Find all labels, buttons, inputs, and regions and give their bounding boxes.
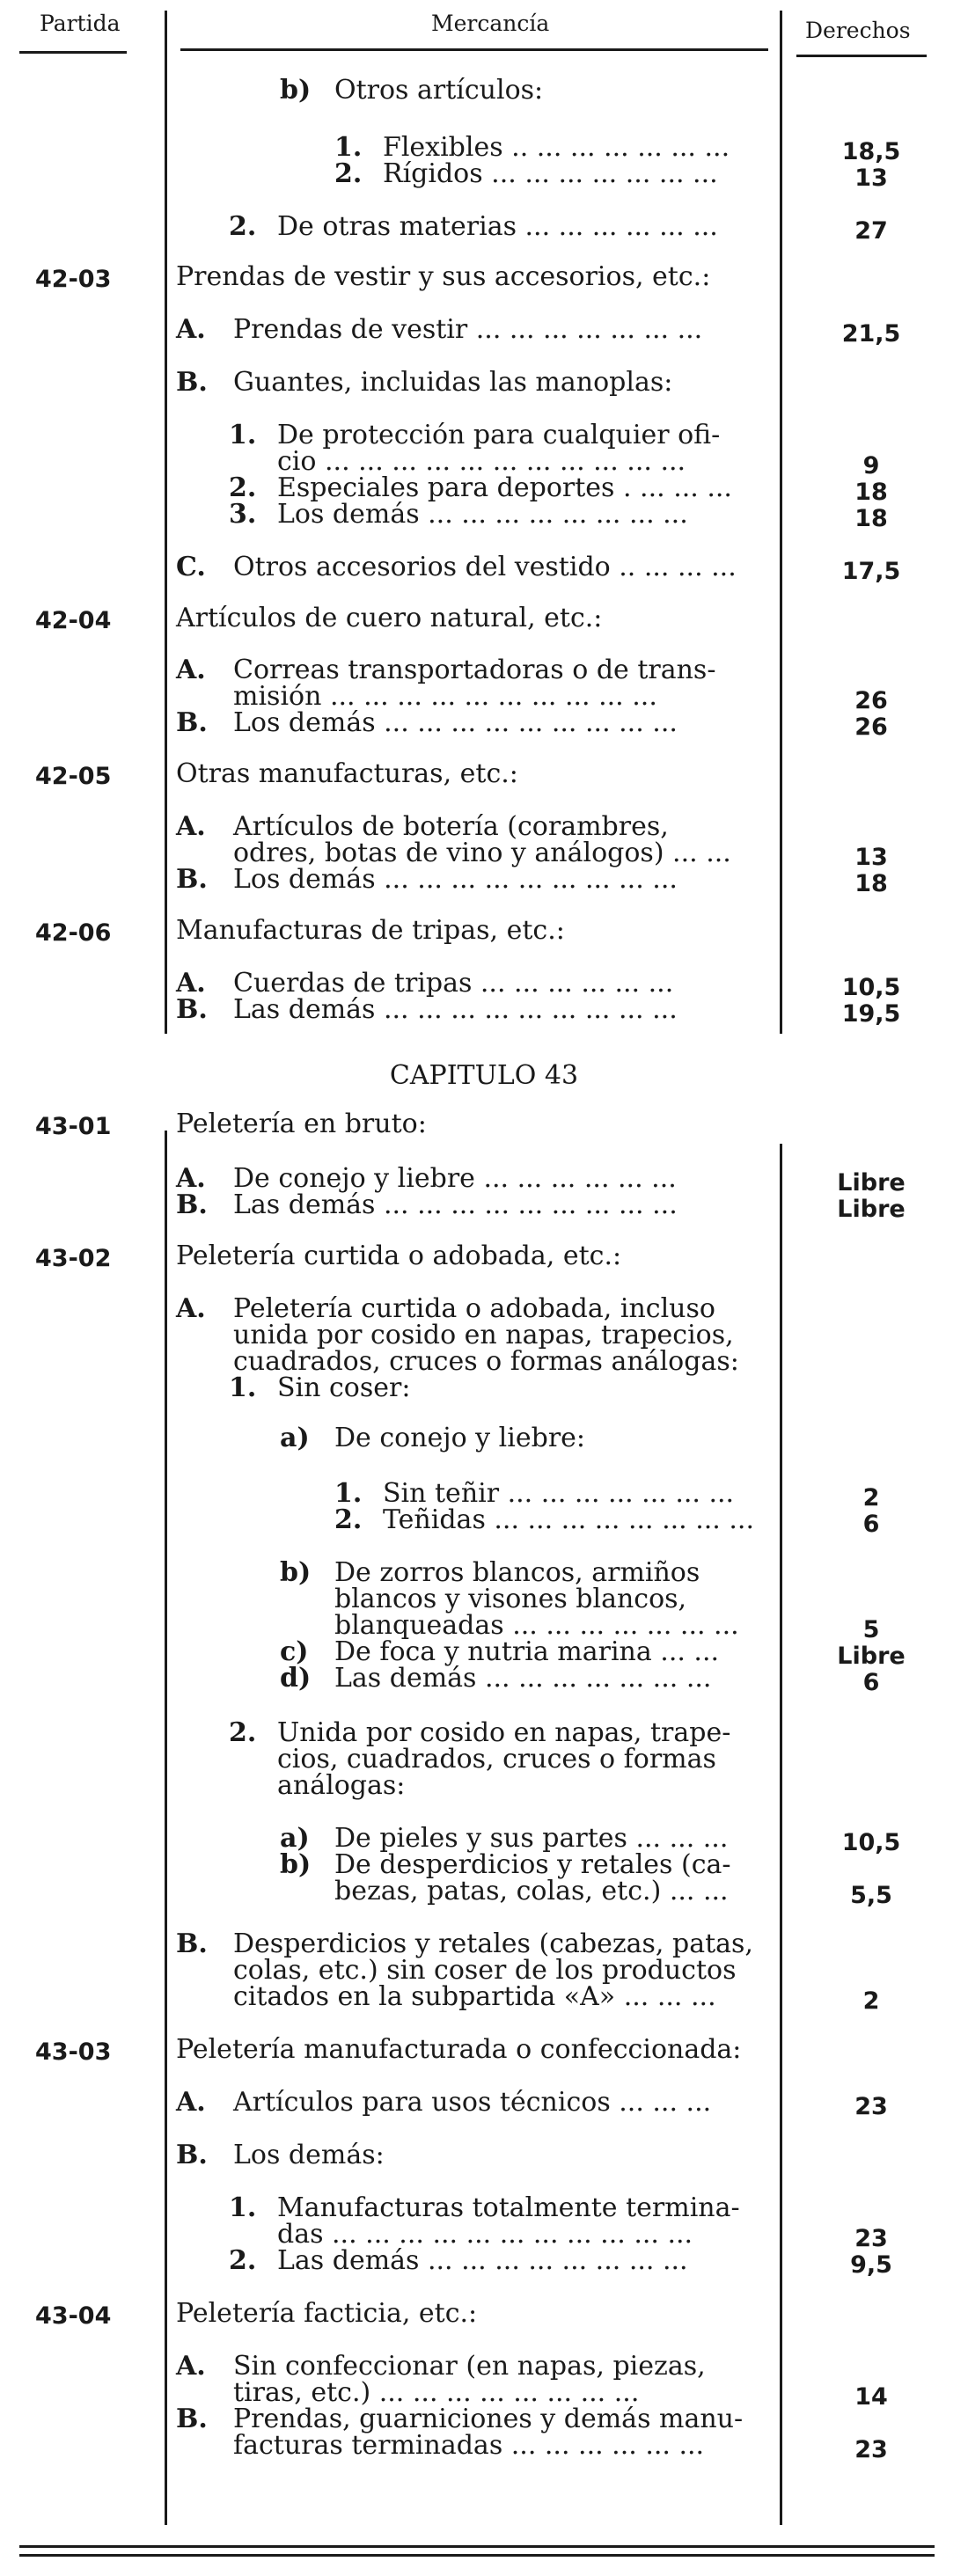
item-description: odres, botas de vino y análogos) ... ...: [233, 838, 731, 868]
duty-rate: 2: [862, 1484, 880, 1511]
item-description: De conejo y liebre ... ... ... ... ... ...: [233, 1163, 677, 1194]
duty-rate: 19,5: [841, 1000, 901, 1028]
item-description: Artículos para usos técnicos ... ... ...: [233, 2087, 712, 2118]
item-marker: b): [280, 1557, 312, 1588]
item-description: Los demás ... ... ... ... ... ... ... ...: [277, 499, 688, 530]
item-marker: 1.: [334, 1478, 363, 1509]
item-marker: 2.: [229, 2245, 257, 2276]
item-description: Prendas, guarniciones y demás manu-: [233, 2404, 744, 2434]
item-description: bezas, patas, colas, etc.) ... ...: [334, 1876, 729, 1906]
item-marker: b): [280, 1849, 312, 1880]
duty-rate: 13: [854, 165, 888, 192]
item-marker: A.: [176, 968, 206, 999]
duty-rate: 26: [854, 687, 888, 714]
item-description: Correas transportadoras o de trans-: [233, 655, 716, 685]
header-underline-derechos: [796, 55, 927, 57]
item-description: Sin confeccionar (en napas, piezas,: [233, 2351, 706, 2382]
partida-code: 43-04: [35, 2302, 112, 2330]
duty-rate: 23: [854, 2093, 888, 2120]
column-divider-right-2: [780, 1144, 782, 2525]
item-description: Las demás ... ... ... ... ... ... ... ... ...: [233, 1189, 678, 1220]
item-description: Artículos de botería (corambres,: [233, 811, 669, 842]
item-description: Sin teñir ... ... ... ... ... ... ...: [383, 1478, 735, 1509]
item-marker: a): [280, 1823, 310, 1854]
item-marker: A.: [176, 1163, 206, 1194]
item-description: Otros accesorios del vestido .. ... ... ...: [233, 552, 737, 582]
duty-rate: 10,5: [841, 974, 901, 1001]
partida-code: 43-03: [35, 2038, 112, 2066]
footer-rule-bottom: [19, 2554, 935, 2557]
duty-rate: 5: [862, 1616, 880, 1643]
item-description: unida por cosido en napas, trapecios,: [233, 1320, 734, 1350]
partida-code: 42-04: [35, 607, 112, 634]
item-description: cuadrados, cruces o formas análogas:: [233, 1346, 739, 1377]
item-marker: 1.: [334, 132, 363, 163]
item-description: análogas:: [277, 1770, 406, 1801]
item-description: Otras manufacturas, etc.:: [176, 758, 518, 789]
item-marker: 1.: [229, 1372, 257, 1403]
item-marker: A.: [176, 811, 206, 842]
item-description: Los demás ... ... ... ... ... ... ... ... ...: [233, 707, 678, 738]
item-marker: B.: [176, 1928, 208, 1959]
item-description: Manufacturas totalmente termina-: [277, 2192, 740, 2223]
item-marker: 2.: [334, 158, 363, 189]
duty-rate: Libre: [837, 1196, 906, 1223]
duty-rate: 18: [854, 479, 888, 506]
duty-rate: 18: [854, 505, 888, 532]
item-description: Cuerdas de tripas ... ... ... ... ... ...: [233, 968, 674, 999]
item-description: Teñidas ... ... ... ... ... ... ... ...: [383, 1504, 754, 1535]
item-marker: c): [280, 1636, 309, 1667]
item-marker: a): [280, 1423, 310, 1453]
duty-rate: 26: [854, 714, 888, 741]
column-divider-right: [780, 11, 782, 1034]
item-description: citados en la subpartida «A» ... ... ...: [233, 1981, 716, 2012]
header-underline-partida: [19, 51, 127, 54]
header-underline-mercancia: [180, 48, 768, 51]
item-description: De zorros blancos, armiños: [334, 1557, 700, 1588]
item-description: De conejo y liebre:: [334, 1423, 586, 1453]
duty-rate: 10,5: [841, 1829, 901, 1856]
item-marker: b): [280, 75, 312, 106]
item-description: Peletería manufacturada o confeccionada:: [176, 2034, 742, 2065]
item-description: Prendas de vestir y sus accesorios, etc.:: [176, 261, 711, 292]
item-marker: C.: [176, 552, 206, 582]
header-mercancia: Mercancía: [431, 11, 550, 36]
item-marker: B.: [176, 367, 208, 398]
duty-rate: 2: [862, 1987, 880, 2015]
item-description: tiras, etc.) ... ... ... ... ... ... ... ...: [233, 2377, 640, 2408]
header-partida: Partida: [40, 11, 121, 36]
partida-code: 43-01: [35, 1113, 112, 1140]
item-description: Los demás ... ... ... ... ... ... ... ... ...: [233, 864, 678, 895]
item-description: De protección para cualquier ofi-: [277, 420, 721, 450]
item-marker: 1.: [229, 420, 257, 450]
item-description: Manufacturas de tripas, etc.:: [176, 915, 565, 946]
item-marker: A.: [176, 1293, 206, 1324]
item-description: Prendas de vestir ... ... ... ... ... ... ...: [233, 314, 703, 345]
partida-code: 42-06: [35, 919, 112, 947]
item-description: Peletería curtida o adobada, etc.:: [176, 1240, 622, 1271]
item-description: Peletería en bruto:: [176, 1109, 427, 1139]
item-description: cios, cuadrados, cruces o formas: [277, 1744, 716, 1775]
item-marker: B.: [176, 1189, 208, 1220]
item-marker: A.: [176, 2087, 206, 2118]
item-description: Guantes, incluidas las manoplas:: [233, 367, 673, 398]
item-marker: B.: [176, 707, 208, 738]
partida-code: 42-03: [35, 266, 112, 293]
item-description: De desperdicios y retales (ca-: [334, 1849, 731, 1880]
column-divider-left-2: [165, 1131, 167, 2525]
duty-rate: 9: [862, 452, 880, 479]
item-marker: 2.: [229, 472, 257, 503]
item-description: colas, etc.) sin coser de los productos: [233, 1955, 737, 1986]
duty-rate: Libre: [837, 1643, 906, 1670]
item-marker: A.: [176, 314, 206, 345]
duty-rate: 21,5: [841, 320, 901, 348]
item-description: De pieles y sus partes ... ... ...: [334, 1823, 729, 1854]
item-marker: A.: [176, 2351, 206, 2382]
item-marker: B.: [176, 2404, 208, 2434]
duty-rate: 6: [862, 1669, 880, 1696]
duty-rate: 27: [854, 217, 888, 245]
item-description: blanqueadas ... ... ... ... ... ... ...: [334, 1610, 739, 1641]
item-description: Sin coser:: [277, 1372, 411, 1403]
duty-rate: 5,5: [850, 1882, 892, 1909]
item-description: Las demás ... ... ... ... ... ... ...: [334, 1663, 712, 1694]
footer-rule-top: [19, 2545, 935, 2548]
item-description: das ... ... ... ... ... ... ... ... ... ... ...: [277, 2219, 693, 2250]
item-marker: d): [280, 1663, 312, 1694]
item-marker: B.: [176, 994, 208, 1025]
duty-rate: 9,5: [850, 2251, 892, 2279]
duty-rate: 14: [854, 2383, 888, 2411]
item-description: Las demás ... ... ... ... ... ... ... ... ...: [233, 994, 678, 1025]
item-description: De foca y nutria marina ... ...: [334, 1636, 720, 1667]
column-divider-left: [165, 11, 167, 1034]
duty-rate: 18: [854, 870, 888, 897]
header-derechos: Derechos: [805, 18, 911, 43]
partida-code: 43-02: [35, 1245, 112, 1272]
item-marker: B.: [176, 864, 208, 895]
item-marker: 2.: [229, 211, 257, 242]
duty-rate: 17,5: [841, 558, 901, 585]
item-description: Artículos de cuero natural, etc.:: [176, 603, 603, 633]
item-description: facturas terminadas ... ... ... ... ... ...: [233, 2430, 705, 2461]
item-description: Peletería facticia, etc.:: [176, 2298, 478, 2329]
item-marker: 2.: [229, 1717, 257, 1748]
item-marker: A.: [176, 655, 206, 685]
duty-rate: 18,5: [841, 138, 901, 165]
item-description: Rígidos ... ... ... ... ... ... ...: [383, 158, 718, 189]
item-marker: B.: [176, 2140, 208, 2170]
partida-code: 42-05: [35, 763, 112, 790]
item-description: blancos y visones blancos,: [334, 1584, 687, 1614]
item-description: Especiales para deportes . ... ... ...: [277, 472, 732, 503]
item-marker: 1.: [229, 2192, 257, 2223]
item-description: Peletería curtida o adobada, incluso: [233, 1293, 715, 1324]
duty-rate: 23: [854, 2436, 888, 2463]
item-description: cio ... ... ... ... ... ... ... ... ... ... ...: [277, 446, 686, 477]
item-marker: 2.: [334, 1504, 363, 1535]
item-description: Las demás ... ... ... ... ... ... ... ...: [277, 2245, 688, 2276]
duty-rate: 23: [854, 2225, 888, 2252]
item-marker: 3.: [229, 499, 257, 530]
item-description: Los demás:: [233, 2140, 385, 2170]
item-description: Unida por cosido en napas, trape-: [277, 1717, 731, 1748]
item-description: misión ... ... ... ... ... ... ... ... ... ...: [233, 681, 657, 712]
item-description: De otras materias ... ... ... ... ... ...: [277, 211, 718, 242]
duty-rate: 13: [854, 844, 888, 871]
duty-rate: 6: [862, 1511, 880, 1538]
item-description: Otros artículos:: [334, 75, 544, 106]
chapter-heading: CAPITULO 43: [389, 1060, 579, 1091]
duty-rate: Libre: [837, 1169, 906, 1197]
item-description: Desperdicios y retales (cabezas, patas,: [233, 1928, 753, 1959]
item-description: Flexibles .. ... ... ... ... ... ...: [383, 132, 730, 163]
